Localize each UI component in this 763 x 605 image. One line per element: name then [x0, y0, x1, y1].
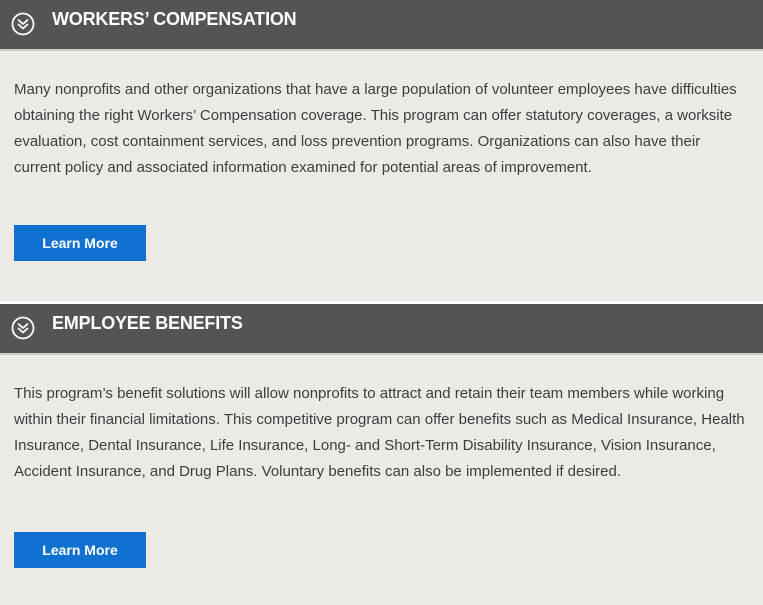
accordion-section-workers-compensation [0, 0, 763, 302]
learn-more-button[interactable]: Learn More [14, 225, 146, 261]
section-title[interactable]: EMPLOYEE BENEFITS [52, 313, 243, 333]
chevron-double-down-circle-icon[interactable] [11, 316, 35, 340]
section-description: This program’s benefit solutions will allow nonprofits to attract and retain their team members while working within their financial limitations. This competitive program can offer benefits such as Medical Insurance, Health Insurance, Dental Insurance, Life Insurance, Long- and Short-Term Disability Insurance, Vision Insurance, Accident Insurance, and Drug Plans. Voluntary benefits can also be implemented if desired. [14, 385, 745, 480]
accordion-header[interactable] [0, 304, 763, 355]
learn-more-button[interactable]: Learn More [14, 532, 146, 568]
accordion-section-employee-benefits [0, 304, 763, 605]
accordion-header[interactable] [0, 0, 763, 51]
section-title[interactable]: WORKERS’ COMPENSATION [52, 9, 297, 29]
chevron-double-down-circle-icon[interactable] [11, 12, 35, 36]
accordion-body [0, 51, 763, 302]
section-description: Many nonprofits and other organizations that have a large population of volunteer employees have difficulties obtaining the right Workers’ Compensation coverage. This program can offer statutory coverages, a worksite evaluation, cost containment services, and loss prevention programs. Organizations can also have their current policy and associated information examined for potential areas of improvement. [14, 81, 737, 176]
accordion-body [0, 355, 763, 605]
